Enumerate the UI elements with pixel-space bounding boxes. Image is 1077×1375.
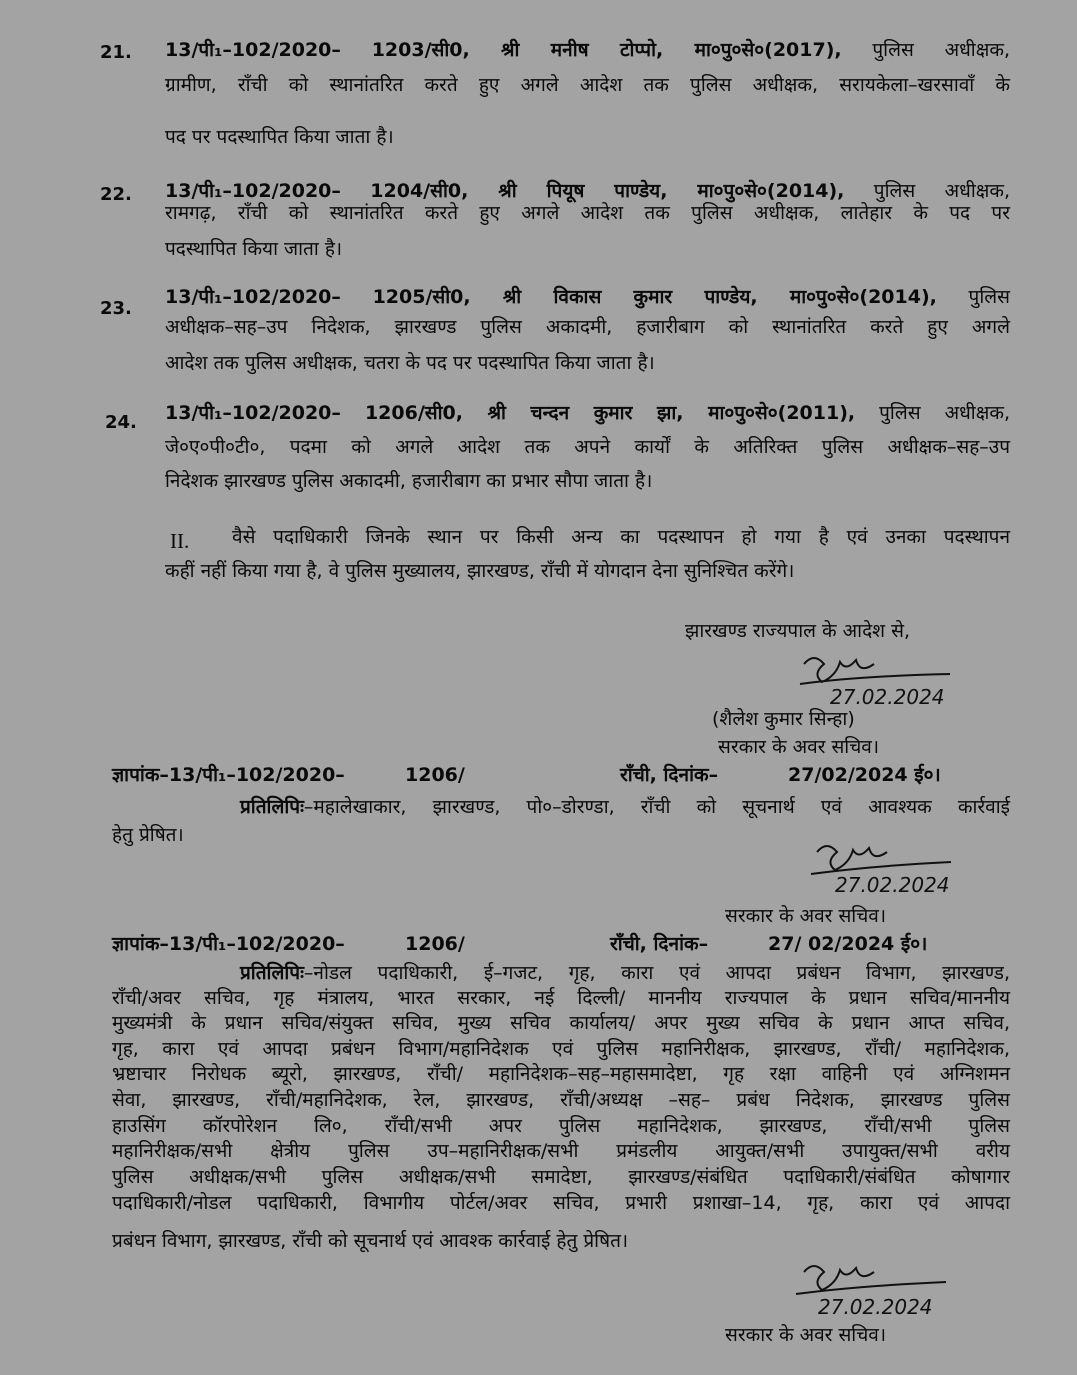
section-line: वैसे पदाधिकारी जिनके स्थान पर किसी अन्य का पदस्थापन हो गया है एवं उनका पदस्थापन — [232, 526, 1010, 548]
signature-date: 27.02.2024 — [818, 1295, 933, 1318]
officer: 1206/सी0, श्री चन्दन कुमार झा, मा०पु०से०(2011), — [364, 402, 856, 424]
signature-date: 27.02.2024 — [835, 873, 950, 897]
memo-line — [240, 794, 1010, 820]
memo-line: राँची/अवर सचिव, गृह मंत्रालय, भारत सरकार, नई दिल्ली/ माननीय राज्यपाल के प्रधान सचिव/माननीय — [112, 987, 1010, 1009]
file-ref: 13/पी₁–102/2020– — [165, 402, 341, 424]
memo-line: सेवा, झारखण्ड, राँची/महानिदेशक, रेल, झारखण्ड, राँची/अध्यक्ष –सह– प्रबंध निदेशक, झारखण्ड पुलिस — [112, 1089, 1010, 1111]
signatory-designation: सरकार के अवर सचिव। — [718, 736, 880, 758]
section-line: कहीं नहीं किया गया है, वे पुलिस मुख्यालय, झारखण्ड, राँची में योगदान देना सुनिश्चित करेंगे। — [165, 560, 795, 582]
memo-line: पुलिस अधीक्षक/सभी पुलिस अधीक्षक/सभी समादेष्टा, झारखण्ड/संबंधित पदाधिकारी/संबंधित कोषागार — [112, 1166, 1010, 1188]
memo-line: हेतु प्रेषित। — [112, 824, 184, 846]
memo-line: भ्रष्टाचार निरोधक ब्यूरो, झारखण्ड, राँची/ महानिदेशक–सह–महासमादेष्टा, गृह रक्षा वाहिनी एवं अग्निशमन — [112, 1063, 1010, 1085]
memo-line: मुख्यमंत्री के प्रधान सचिव/संयुक्त सचिव, मुख्य सचिव कार्यालय/ अपर मुख्य सचिव के प्रधान आप्त सचिव, — [112, 1012, 1010, 1034]
item-line: पद पर पदस्थापित किया जाता है। — [165, 126, 394, 148]
officer: 1203/सी0, श्री मनीष टोप्पो, मा०पु०से०(2017), — [371, 39, 842, 61]
file-ref: 13/पी₁–102/2020– — [165, 39, 341, 61]
copy-label: प्रतिलिपिः — [240, 796, 304, 818]
memo-place: राँची, दिनांक– — [620, 764, 719, 786]
memo-line: पदाधिकारी/नोडल पदाधिकारी, विभागीय पोर्टल/अवर सचिव, प्रभारी प्रशाखा–14, गृह, कारा एवं आपदा — [112, 1192, 1010, 1214]
signature-date: 27.02.2024 — [830, 685, 945, 709]
signature — [805, 838, 965, 898]
item-number: 24. — [105, 412, 137, 433]
section-number: II. — [170, 529, 190, 553]
post: पुलिस — [968, 286, 1010, 308]
item-number: 23. — [100, 298, 132, 319]
post: पुलिस अधीक्षक, — [873, 180, 1010, 202]
item-line: निदेशक झारखण्ड पुलिस अकादमी, हजारीबाग का प्रभार सौपा जाता है। — [165, 470, 653, 492]
memo-line: हाउसिंग कॉरपोरेशन लि०, राँची/सभी अपर पुलिस महानिदेशक, झारखण्ड, राँची/सभी पुलिस — [112, 1115, 1010, 1137]
signatory-name: (शैलेश कुमार सिन्हा) — [712, 708, 855, 730]
memo-no: 1206/ — [405, 933, 465, 955]
memo-ref: ज्ञापांक–13/पी₁–102/2020– — [112, 933, 345, 955]
item-heading — [165, 284, 1010, 310]
memo-line: गृह, कारा एवं आपदा प्रबंधन विभाग/महानिदेशक एवं पुलिस महानिरीक्षक, झारखण्ड, राँची/ महानिदेशक, — [112, 1038, 1010, 1060]
item-line: रामगढ़, राँची को स्थानांतरित करते हुए अगले आदेश तक पुलिस अधीक्षक, लातेहार के पद पर — [165, 202, 1010, 224]
item-line: आदेश तक पुलिस अधीक्षक, चतरा के पद पर पदस्थापित किया जाता है। — [165, 352, 655, 374]
memo-line — [240, 960, 1010, 986]
post: पुलिस अधीक्षक, — [879, 402, 1010, 424]
item-line: ग्रामीण, राँची को स्थानांतरित करते हुए अगले आदेश तक पुलिस अधीक्षक, सरायकेला–खरसावाँ के — [165, 74, 1010, 96]
copy-label: प्रतिलिपिः — [240, 962, 304, 984]
item-heading — [165, 37, 1010, 63]
memo-no: 1206/ — [405, 764, 465, 786]
officer: 1205/सी0, श्री विकास कुमार पाण्डेय, मा०पु०से०(2014), — [372, 286, 937, 308]
item-line: जे०ए०पी०टी०, पदमा को अगले आदेश तक अपने कार्यों के अतिरिक्त पुलिस अधीक्षक–सह–उप — [165, 436, 1010, 458]
file-ref: 13/पी₁–102/2020– — [165, 286, 341, 308]
memo-date: 27/ 02/2024 ई०। — [768, 933, 928, 955]
memo-text: –महालेखाकार, झारखण्ड, पो०–डोरण्डा, राँची को सूचनार्थ एवं आवश्यक कार्रवाई — [303, 796, 1010, 818]
signature — [790, 650, 970, 710]
memo-text: –नोडल पदाधिकारी, ई–गजट, गृह, कारा एवं आपदा प्रबंधन विभाग, झारखण्ड, — [303, 962, 1010, 984]
file-ref: 13/पी₁–102/2020– — [165, 180, 341, 202]
memo-place: राँची, दिनांक– — [610, 933, 709, 955]
memo-date: 27/02/2024 ई०। — [788, 764, 941, 786]
item-heading — [165, 400, 1010, 426]
post: पुलिस अधीक्षक, — [872, 39, 1010, 61]
item-line: अधीक्षक–सह–उप निदेशक, झारखण्ड पुलिस अकादमी, हजारीबाग को स्थानांतरित करते हुए अगले — [165, 316, 1010, 338]
item-line: पदस्थापित किया जाता है। — [165, 238, 343, 260]
memo-line: प्रबंधन विभाग, झारखण्ड, राँची को सूचनार्थ एवं आवश्क कार्रवाई हेतु प्रेषित। — [112, 1230, 629, 1252]
order-of-governor: झारखण्ड राज्यपाल के आदेश से, — [685, 620, 911, 642]
signatory-designation: सरकार के अवर सचिव। — [725, 1324, 887, 1346]
item-number: 22. — [100, 184, 132, 205]
memo-ref: ज्ञापांक–13/पी₁–102/2020– — [112, 764, 345, 786]
item-number: 21. — [100, 42, 132, 63]
signatory-designation: सरकार के अवर सचिव। — [725, 905, 887, 927]
officer: 1204/सी0, श्री पियूष पाण्डेय, मा०पु०से०(2014), — [370, 180, 845, 202]
memo-line: महानिरीक्षक/सभी क्षेत्रीय पुलिस उप–महानिरीक्षक/सभी प्रमंडलीय आयुक्त/सभी उपायुक्त/सभी वरीय — [112, 1140, 1010, 1162]
signature — [790, 1258, 960, 1318]
